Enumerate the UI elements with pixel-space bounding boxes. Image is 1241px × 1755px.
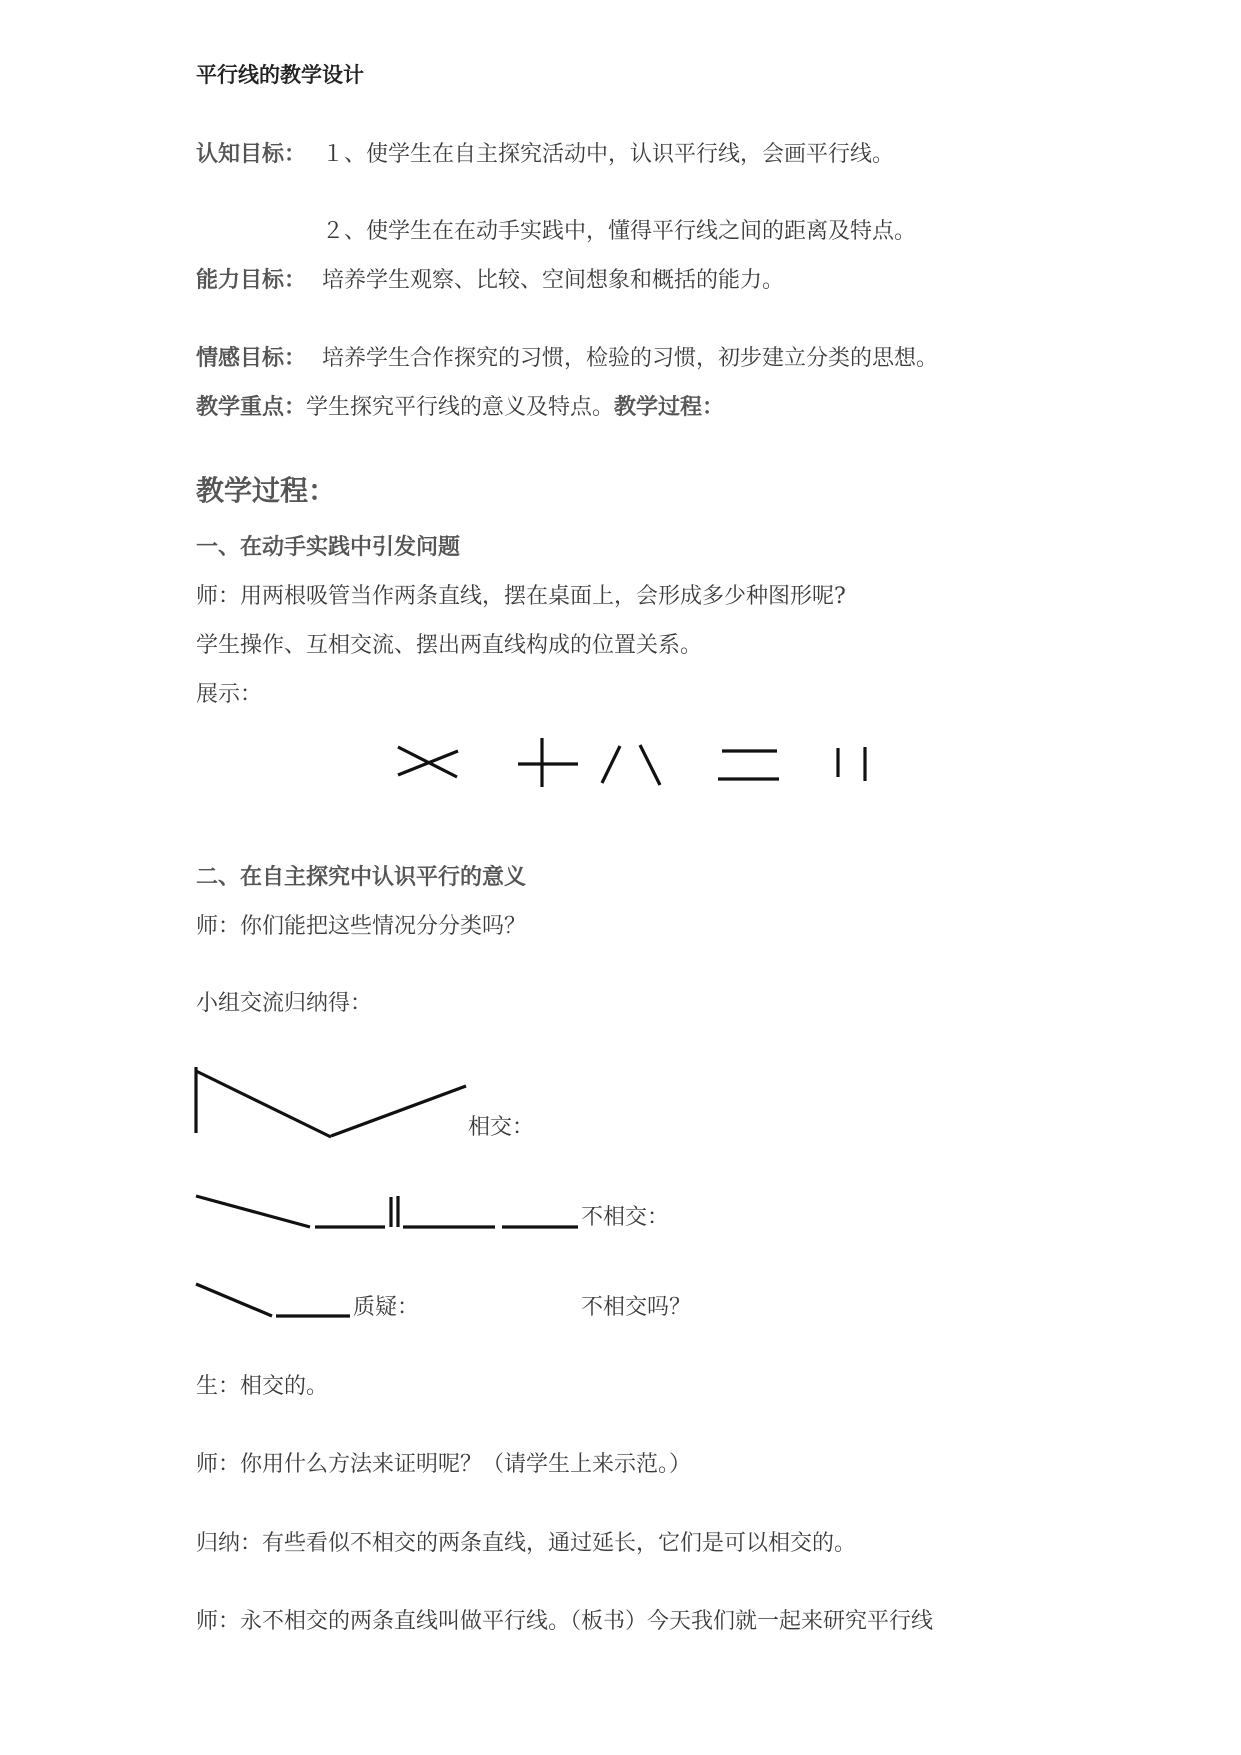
section2-line2: 小组交流归纳得： (196, 991, 373, 1016)
section2-line4: 师：你用什么方法来证明呢？（请学生上来示范。） (196, 1452, 692, 1477)
straw-arrangements-figure (390, 735, 880, 795)
section1-line1: 师：用两根吸管当作两条直线，摆在桌面上，会形成多少种图形呢? (196, 584, 846, 609)
emotion-label: 情感目标： (196, 346, 307, 371)
ability-text: 培养学生观察、比较、空间想象和概括的能力。 (322, 268, 785, 293)
section1-line2: 学生操作、互相交流、摆出两直线构成的位置关系。 (196, 633, 703, 658)
focus-process: 教学过程： (614, 395, 725, 420)
section2-line5: 归纳：有些看似不相交的两条直线，通过延长，它们是可以相交的。 (196, 1531, 857, 1556)
label-question-2: 不相交吗？ (581, 1295, 692, 1320)
cross-x-arrangement (398, 747, 458, 777)
section2-line6: 师：永不相交的两条直线叫做平行线。（板书）今天我们就一起来研究平行线 (196, 1609, 934, 1634)
eight-shape-arrangement (602, 745, 660, 785)
cognitive-objective-2: ２、使学生在在动手实践中，懂得平行线之间的距离及特点。 (322, 219, 917, 244)
cross-plus-arrangement (518, 738, 578, 787)
non-intersecting-lines-figure (190, 1180, 590, 1235)
section2-heading: 二、在自主探究中认识平行的意义 (196, 865, 527, 890)
label-not-intersect: 不相交： (581, 1205, 670, 1230)
vertical-parallel-arrangement (838, 747, 865, 781)
cognitive-label: 认知目标： (196, 142, 307, 167)
focus-label: 教学重点： (196, 395, 307, 420)
emotion-text: 培养学生合作探究的习惯，检验的习惯，初步建立分类的思想。 (322, 346, 939, 371)
process-heading: 教学过程： (196, 474, 337, 507)
horizontal-parallel-arrangement (718, 751, 779, 779)
label-question: 质疑： (353, 1295, 420, 1320)
page-title: 平行线的教学设计 (196, 63, 364, 87)
focus-line (196, 397, 724, 419)
questioned-lines-figure (190, 1270, 360, 1325)
section2-line1: 师：你们能把这些情况分分类吗？ (196, 914, 527, 939)
section2-line3: 生：相交的。 (196, 1374, 329, 1399)
cognitive-objective-1: １、使学生在自主探究活动中，认识平行线，会画平行线。 (322, 142, 895, 167)
ability-label: 能力目标： (196, 268, 307, 293)
label-intersect: 相交： (468, 1115, 535, 1140)
section1-heading: 一、在动手实践中引发问题 (196, 535, 461, 560)
section1-line3: 展示： (196, 682, 263, 707)
intersecting-lines-figure (190, 1065, 480, 1145)
focus-text: 学生探究平行线的意义及特点。 (306, 395, 615, 420)
